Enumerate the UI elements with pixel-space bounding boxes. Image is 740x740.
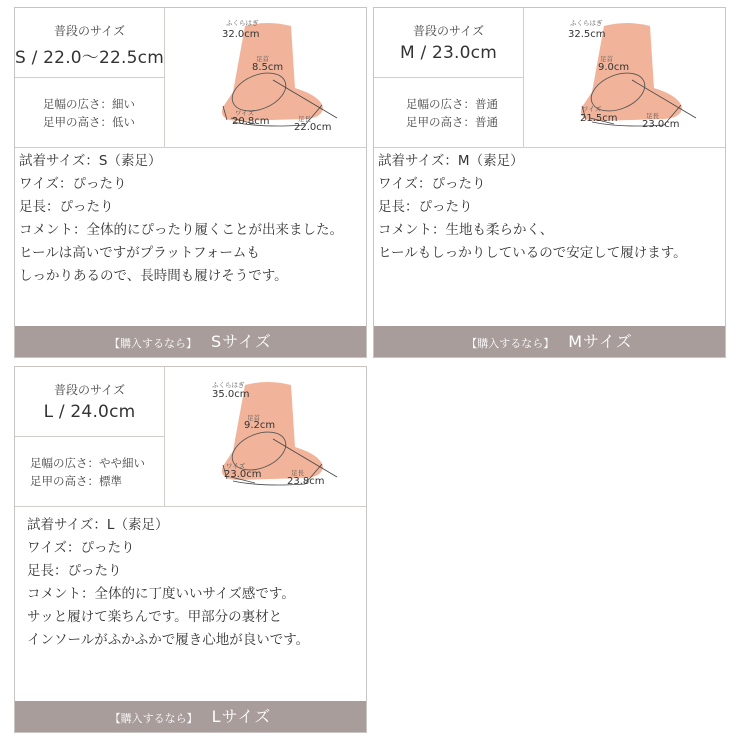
buy-size-label: Sサイズ — [211, 332, 272, 351]
ankle-value: 9.2cm — [244, 420, 276, 431]
buy-prefix: 【購入するなら】 — [109, 712, 198, 725]
wise-label: ワイズ — [226, 462, 246, 470]
foot-shape-box — [15, 437, 165, 506]
usual-size-label: 普段のサイズ — [412, 24, 485, 38]
buy-prefix: 【購入するなら】 — [109, 337, 198, 350]
usual-size-box — [374, 8, 524, 78]
instep-height-text: 足甲の高さ：低い — [43, 115, 135, 129]
size-card-l — [14, 366, 367, 733]
ankle-label: 足首 — [247, 414, 260, 422]
card-header — [15, 367, 366, 507]
foot-shape-box — [15, 78, 165, 147]
usual-size-box — [15, 8, 165, 78]
length-label: 足長 — [298, 115, 311, 123]
usual-size-label: 普段のサイズ — [53, 383, 126, 397]
foot-width-text: 足幅の広さ：普通 — [406, 97, 498, 111]
calf-label: ふくらはぎ — [226, 19, 259, 27]
usual-size-label: 普段のサイズ — [53, 24, 126, 38]
calf-label: ふくらはぎ — [570, 19, 603, 27]
calf-value: 35.0cm — [212, 389, 250, 400]
review-line: サッと履けて楽ちんです。甲部分の裏材と — [27, 609, 283, 625]
usual-size-value: L / 24.0cm — [43, 402, 136, 422]
length-value: 23.0cm — [642, 119, 680, 130]
ankle-value: 9.0cm — [598, 62, 630, 73]
foot-width-text: 足幅の広さ：細い — [43, 97, 135, 111]
review-line: しっかりあるので、長時間も履けそうです。 — [19, 268, 288, 284]
wise-value: 23.0cm — [224, 469, 262, 480]
usual-size-box — [15, 367, 165, 437]
review-line: 試着サイズ：M（素足） — [378, 153, 524, 169]
length-label: 足長 — [646, 112, 659, 120]
usual-size-value: M / 23.0cm — [400, 43, 497, 63]
review-text — [19, 150, 343, 288]
review-line: 足長：ぴったり — [378, 199, 473, 215]
wise-value: 21.5cm — [580, 113, 618, 124]
buy-size-bar — [15, 701, 366, 732]
foot-width-text: 足幅の広さ：やや細い — [30, 456, 145, 470]
instep-height-text: 足甲の高さ：普通 — [406, 115, 498, 129]
card-header — [15, 8, 366, 148]
size-card-m — [373, 7, 726, 358]
review-line: 足長：ぴったり — [19, 199, 114, 215]
review-line: インソールがふかふかで履き心地が良いです。 — [27, 632, 310, 648]
review-line: ワイズ：ぴったり — [27, 540, 135, 556]
foot-illustration — [165, 367, 367, 506]
foot-diagram — [165, 8, 367, 147]
review-line: 試着サイズ：S（素足） — [19, 153, 162, 169]
review-line: 足長：ぴったり — [27, 563, 122, 579]
buy-prefix: 【購入するなら】 — [466, 337, 555, 350]
review-line: 試着サイズ：L（素足） — [27, 517, 169, 533]
foot-shape-box — [374, 78, 524, 147]
foot-diagram — [165, 367, 367, 506]
size-card-s — [14, 7, 367, 358]
buy-size-bar — [15, 326, 366, 357]
review-line: ワイズ：ぴったり — [19, 176, 127, 192]
calf-value: 32.5cm — [568, 29, 606, 40]
wise-label: ワイズ — [235, 109, 255, 117]
review-text — [378, 150, 687, 265]
review-line: コメント：全体的にぴったり履くことが出来ました。 — [19, 222, 343, 238]
length-value: 23.8cm — [287, 476, 325, 487]
ankle-value: 8.5cm — [252, 62, 284, 73]
ankle-label: 足首 — [600, 55, 613, 63]
review-text — [27, 514, 309, 652]
calf-value: 32.0cm — [222, 29, 260, 40]
wise-label: ワイズ — [582, 105, 602, 113]
foot-diagram — [524, 8, 726, 147]
length-value: 22.0cm — [294, 122, 332, 133]
buy-size-label: Mサイズ — [568, 332, 633, 351]
review-line: ヒールもしっかりしているので安定して履けます。 — [378, 245, 687, 261]
instep-height-text: 足甲の高さ：標準 — [30, 474, 122, 488]
foot-illustration — [524, 8, 726, 147]
usual-size-value: S / 22.0〜22.5cm — [15, 48, 164, 68]
buy-size-bar — [374, 326, 725, 357]
card-header — [374, 8, 725, 148]
review-line: コメント：生地も柔らかく、 — [378, 222, 554, 238]
ankle-label: 足首 — [256, 55, 269, 63]
review-line: ヒールは高いですがプラットフォームも — [19, 245, 260, 261]
review-line: ワイズ：ぴったり — [378, 176, 486, 192]
length-label: 足長 — [291, 469, 304, 477]
review-line: コメント：全体的に丁度いいサイズ感です。 — [27, 586, 295, 602]
buy-size-label: Lサイズ — [211, 707, 272, 726]
calf-label: ふくらはぎ — [212, 381, 245, 389]
wise-value: 20.8cm — [232, 116, 270, 127]
